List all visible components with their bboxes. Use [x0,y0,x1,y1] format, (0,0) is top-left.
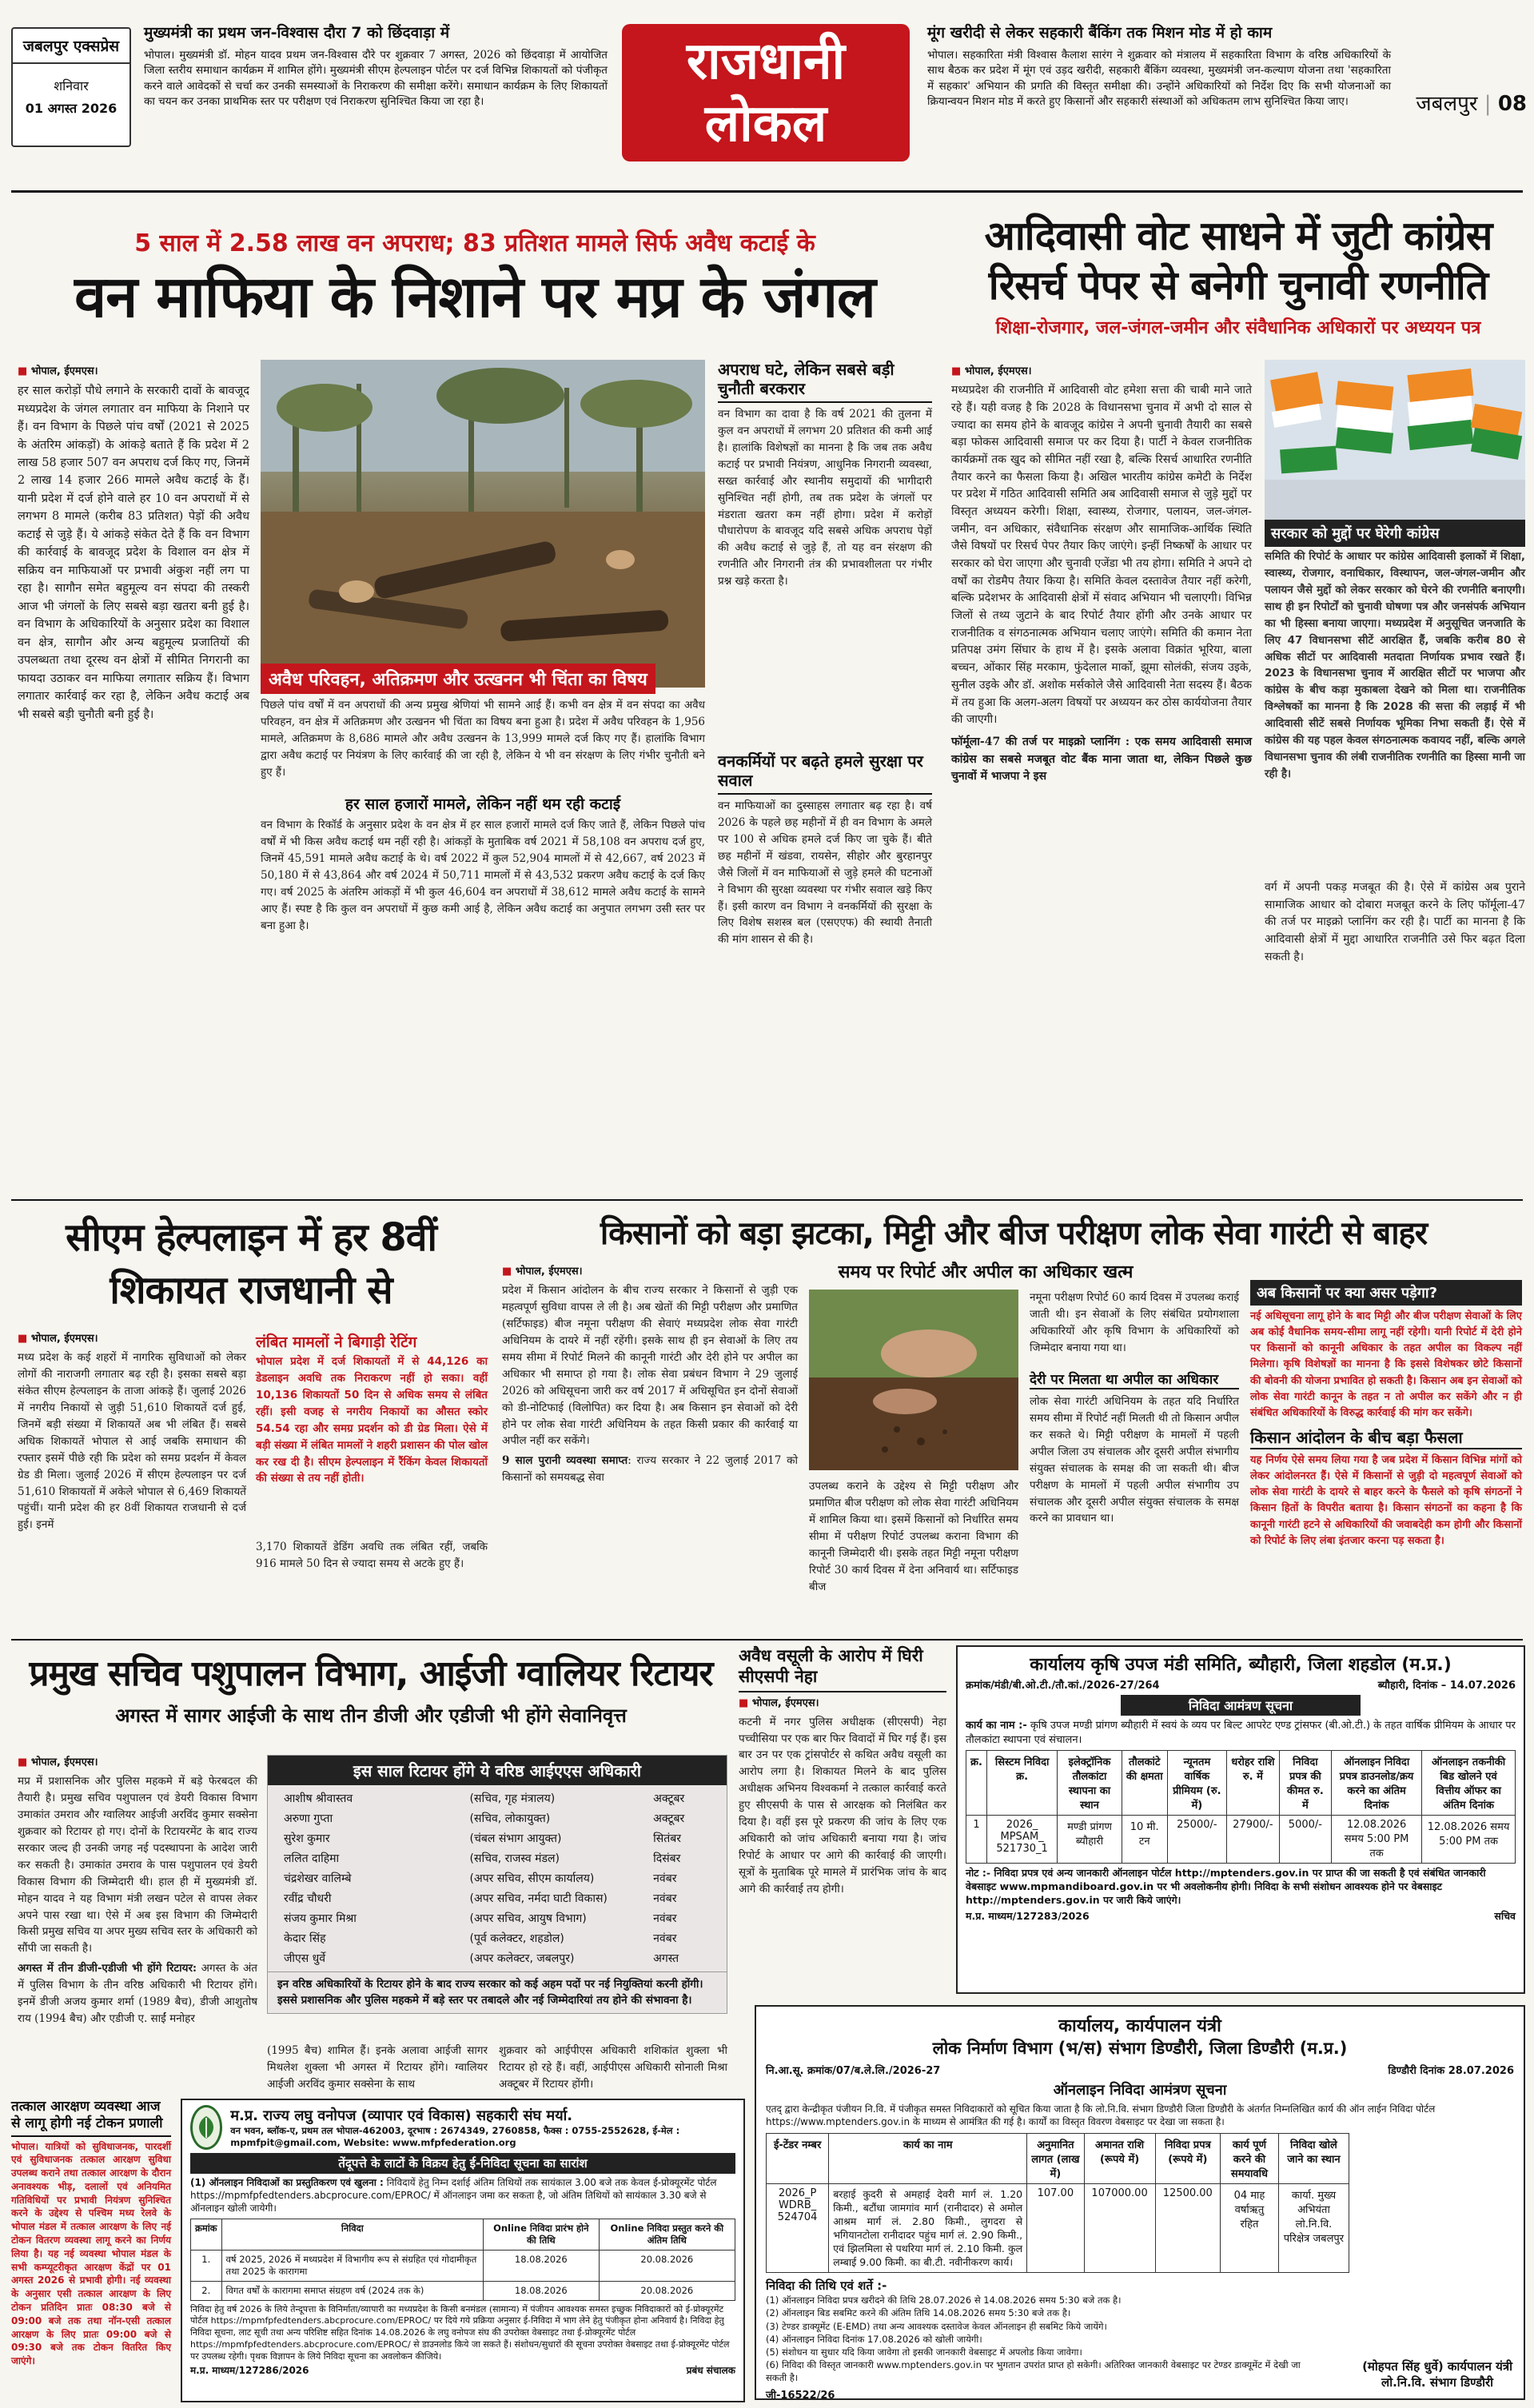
pwd-sign1: (मोहपत सिंह धुर्वे) कार्यपालन यंत्री [1362,2359,1512,2374]
officer-row [268,1908,727,1928]
mandi-header-cell: तौलकांटे की क्षमता [1122,1751,1167,1816]
congress-formula: फॉर्मूला-47 की तर्ज पर माइक्रो प्लानिंग : एक समय आदिवासी समाज कांग्रेस का सबसे मजबूत वोट बैंक माना जाता था, लेकिन पिछले कुछ चुनावों में भाजपा ने इस [951,735,1252,783]
officer-month: नवंबर [653,1892,677,1905]
officer-name: सुरेश कुमार [284,1832,330,1845]
forest-box1-text: वन विभाग का दावा है कि वर्ष 2021 की तुलना में कुल वन अपराधों में लगभग 20 प्रतिशत की कमी आई है। हालांकि विशेषज्ञों का मानना है कि जब तक अवैध कटाई पर प्रभावी नियंत्रण, आधुनिक निगरानी व्यवस्था, सख्त कार्रवाई और स्थानीय समुदायों की भागीदारी सुनिश्चित नहीं होगी, तब तक प्रदेश के जंगलों पर मंडराता खतरा कम नहीं होगा। प्रदेश में करोड़ों पौधारोपण के बावजूद यदि सबसे अधिक अपराध पेड़ों की अवैध कटाई से जुड़े हैं, तो यह वन संरक्षण की रणनीति और निगरानी तंत्र की प्रभावशीलता पर गंभीर प्रश्न खड़े करता है। [718,408,932,588]
mfp-header-cell: निविदा [221,2219,483,2250]
mfp-header-cell: Online निविदा प्रस्तुत करने की अंतिम तिथि [599,2219,735,2250]
mandi-table [966,1750,1516,1864]
mandi-cell: 25000/- [1167,1816,1226,1864]
mandi-note: नोट :- निविदा प्रपत्र एवं अन्य जानकारी ऑनलाइन पोर्टल http://mptenders.gov.in पर प्राप्त की जा सकती है एवं संबंधित जानकारी वेबसाइट www.mpmandiboard.gov.in पर भी अवलोकनीय होगी। निविदा के सभी संशोधन आवश्यक होने पर वेबसाइट http://mptenders.gov.in पर जारी किये जाएंगे। [966,1867,1486,1906]
paper-box [11,27,131,147]
mfp-notice [181,2099,745,2402]
helpline-col1-text: मध्य प्रदेश के कई शहरों में नागरिक सुविधाओं को लेकर लोगों की नाराजगी लगातार बढ़ रही है। इसका सबसे बड़ा संकेत सीएम हेल्पलाइन के ताजा आंकड़े हैं। जुलाई 2026 में नगरीय निकायों से जुड़ी 51,610 शिकायतें दर्ज हुई, जिनमें बड़ी संख्या में शिकायतें अब भी लंबित हैं। सबसे अधिक शिकायतें भोपाल से आई जबकि समाधान की रफ्तार इसमें पीछे रही कि प्रदेश को समग्र प्रदर्शन में केवल ग्रेड डी मिला। जुलाई 2026 में सीएम हेल्पलाइन पर दर्ज 51,610 शिकायतों में अकेले भोपाल से 6,469 शिकायतें पहुंचीं। यानी प्रदेश की हर 8वीं शिकायत राजधानी से दर्ज हुई। इनमें [18,1351,246,1532]
officer-name: जीएस धुर्वे [284,1952,326,1965]
retire-list-note: इन वरिष्ठ अधिकारियों के रिटायर होने के बाद राज्य सरकार को कई अहम पदों पर नई नियुक्तियां करनी होंगी। इससे प्रशासनिक और पुलिस महकमे में बड़े स्तर पर तबादले और नई जिम्मेदारियां तय होने की संभावना है। [268,1971,727,2013]
mandi-intro: कृषि उपज मण्डी प्रांगण ब्यौहारी में स्वयं के व्यय पर बिल्ट आपरेट एण्ड ट्रांसफर (बी.ओ.टी.) के तहत वार्षिक प्रीमियम के आधार पर तौलकांटा स्थापना एवं संचालन। [966,1720,1516,1746]
farmer-col1-text: प्रदेश में किसान आंदोलन के बीच राज्य सरकार ने किसानों से जुड़ी एक महत्वपूर्ण सुविधा वापस ले ली है। अब खेतों की मिट्टी परीक्षण और प्रमाणित (सर्टिफाइड) बीज नमूना परीक्षण की सेवाएं मध्यप्रदेश लोक सेवा गारंटी अधिनियम के दायरे में नहीं रहेंगी। इसके साथ ही इन सेवाओं के लिए तय समय सीमा में रिपोर्ट मिलने की कानूनी गारंटी और देरी होने पर अपील का अधिकार भी समाप्त हो गया है। लोक सेवा प्रबंधन विभाग ने 29 जुलाई 2026 को अधिसूचना जारी कर वर्ष 2017 में अधिसूचित इन दोनों सेवाओं को डी-नोटिफाई (विलोपित) कर दिया है। अब किसान इन सेवाओं को देरी होने पर लोक सेवा गारंटी अधिनियम के तहत किसी प्रकार की कार्रवाई या अपील नहीं कर सकेंगे। [502,1284,798,1448]
congress-col2b: वर्ग में अपनी पकड़ मजबूत की है। ऐसे में कांग्रेस अब पुराने सामाजिक आधार को दोबारा मजबूत करने के लिए फॉर्मूला-47 की तर्ज पर माइक्रो प्लानिंग कर रही है। पार्टी का मानना है कि आदिवासी क्षेत्रों में मुद्दा आधारित राजनीति उसे फिर बढ़त दिला सकती है। [1265,881,1525,963]
pwd-date: डिण्डौरी दिनांक 28.07.2026 [1388,2065,1514,2077]
farmer-dateline: ■ भोपाल, ईएमएस। [502,1264,798,1280]
mandi-header-cell: निविदा प्रपत्र की कीमत रु. में [1279,1751,1331,1816]
forest-headline: वन माफिया के निशाने पर मप्र के जंगल [74,263,875,330]
mfp-intro: निविदायें हेतु निम्न दर्शाई अंतिम तिथियों तक सायंकाल 3.00 बजे तक केवल ई-प्रोक्यूरमेंट पोर्टल https://mpmfpfedtenders.abcprocure.com/EPROC/ में ऑनलाइन जमा कर सकता है, जो अंतिम तिथियों को सायंकाल 3.30 बजे से ऑनलाइन खोली जायेगी। [190,2177,717,2215]
brief-right-body: भोपाल। सहकारिता मंत्री विश्वास कैलाश सारंग ने शुक्रवार को मंत्रालय में सहकारिता विभाग के वरिष्ठ अधिकारियों के साथ बैठक कर प्रदेश में मूंग एवं उड़द खरीदी, सहकारी बैंकिंग व्यवस्था, मुख्यमंत्री जन-कल्याण योजना तथा 'सहकारिता में सहकार' अभियान की प्रगति की विस्तृत समीक्षा की। उन्होंने अधिकारियों को निर्देश दिए कि सभी योजनाओं का क्रियान्वयन मिशन मोड में करते हुए किसानों और सहकारी संस्थाओं को अधिकतम लाभ सुनिश्चित किया जाए। [927,48,1391,109]
officer-name: आशीष श्रीवास्तव [284,1792,353,1805]
pwd-date-line: (6) निविदा की विस्तृत जानकारी www.mptenders.gov.in पर भुगतान उपरांत प्राप्त हो सकेगी। अतिरिक्त जानकारी वेबसाइट पर टेण्डर डाक्यूमेंट में देखी जा सकती है। [766,2358,1301,2383]
officer-post: (पूर्व कलेक्टर, शहडोल) [469,1932,564,1945]
forest-below-photo: पिछले पांच वर्षों में वन अपराधों की अन्य प्रमुख श्रेणियां भी सामने आई हैं। कभी वन क्षेत्र में वन संपदा का अवैध परिवहन, वन क्षेत्र में अतिक्रमण और उत्खनन भी चिंता का विषय बना हुआ है। प्रदेश में अवैध परिवहन के 1,956 मामले, अतिक्रमण के 8,686 मामले और अवैध उत्खनन के 13,999 मामले दर्ज किए गए हैं। हालांकि विभाग द्वारा अवैध कटाई पर नियंत्रण के लिए कार्रवाई की जा रही है, लेकिन ये भी वन संरक्षण के लिए गंभीर चुनौती बने हुए हैं। [261,699,705,779]
pwd-date-line: (1) ऑनलाइन निविदा प्रपत्र खरीदने की तिथि 28.07.2026 से 14.08.2026 समय 5:30 बजे तक है। [766,2294,1122,2306]
leaf-icon [193,2114,220,2141]
officer-post: (अपर सचिव, नर्मदा घाटी विकास) [469,1892,608,1905]
mfp-address: वन भवन, ब्लॉक-ए, प्रथम तल भोपाल-462003, दूरभाष : 2674349, 2760858, फैक्स : 0755-2552628, ई-मेल : mpmfpit@gmail.com, Website: www.mfpfederation.org [230,2125,680,2148]
helpline-col2: भोपाल प्रदेश में दर्ज शिकायतों में से 44,126 का डेडलाइन अवधि तक निराकरण नहीं हो सका। वहीं 10,136 शिकायतों 50 दिन से अधिक समय से लंबित रहीं। इसी वजह से नगरीय निकायों का औसत स्कोर 54.54 रहा और समग्र प्रदर्शन को डी ग्रेड मिला। ऐसे में बड़ी संख्या में लंबित मामलों ने शहरी प्रशासन की पोल खोल कर रख दी है। सीएम हेल्पलाइन में रैंकिंग केवल शिकायतों की संख्या से तय नहीं होती। [256,1355,488,1485]
mandi-notice [956,1645,1525,1994]
helpline-sub: लंबित मामलों ने बिगाड़ी रेटिंग [256,1334,417,1351]
retire-dateline: ■ भोपाल, ईएमएस। [18,1755,257,1771]
retire-col1b: अगस्त के अंत में पुलिस विभाग के तीन वरिष्ठ अधिकारी भी रिटायर होंगे। इनमें डीजी अजय कुमार शर्मा (1989 बैच), डीजी आशुतोष राय (1994 बैच) और एडीजी ए. साईं मनोहर [18,1962,257,2026]
farmer-box-text: नई अधिसूचना लागू होने के बाद मिट्टी और बीज परीक्षण सेवाओं के लिए अब कोई वैधानिक समय-सीमा लागू नहीं रहेगी। यानी रिपोर्ट में देरी होने पर किसानों को कानूनी अधिकार के तहत अपील का विकल्प नहीं मिलेगा। कृषि विशेषज्ञों का मानना है कि इससे विशेषकर छोटे किसानों की बोवनी की योजना प्रभावित हो सकती है। किसान अब इन सेवाओं को लोक सेवा गारंटी कानून के तहत न तो अपील कर सकेंगे और न ही संबंधित अधिकारियों के विरुद्ध कार्रवाई की मांग कर सकेंगे। [1250,1310,1522,1419]
pwd-sign [1362,2358,1512,2390]
farmer-strap: समय पर रिपोर्ट और अपील का अधिकार खत्म [838,1262,1134,1282]
date: 01 अगस्त 2026 [25,101,118,116]
mfp-cell: 18.08.2026 [484,2281,600,2300]
forest-photo-scene [261,360,705,688]
officer-row [268,1828,727,1848]
officer-row [268,1788,727,1808]
mfp-cell: विगत वर्षों के कारागमा समाप्त संग्रहण वर्ष (2024 तक के) [221,2281,483,2300]
pwd-header-cell: कार्य का नाम [829,2134,1027,2184]
farmer-sub1: 9 साल पुरानी व्यवस्था समाप्त [502,1454,628,1468]
mandi-cell: 5000/- [1279,1816,1331,1864]
pwd-ref: नि.आ.सू. क्रमांक/07/ब.ले.लि./2026-27 [766,2065,941,2077]
forest-photo [261,360,705,688]
mandi-header-cell: न्यूनतम वार्षिक प्रीमियम (रु. में) [1167,1751,1226,1816]
officer-post: (अपर सचिव, आयुष विभाग) [469,1912,587,1925]
officer-name: संजय कुमार मिश्रा [284,1912,357,1925]
mfp-org: म.प्र. राज्य लघु वनोपज (व्यापार एवं विकास) सहकारी संघ मर्या. [230,2107,573,2125]
cpo-body [739,1696,946,1898]
mandi-cell: 1 [966,1816,987,1864]
pwd-intro: एतद् द्वारा केन्द्रीकृत पंजीयन नि.वि. में पंजीकृत समस्त निविदाकारों को सूचित किया जाता है कि लो.नि.वि. संभाग डिण्डौरी जिला डिण्डौरी के अंतर्गत निम्नलिखित कार्य की ऑन लाईन निविदा पोर्टल https://www.mptenders.gov.in के माध्यम से आमंत्रित की गई है। कार्यों का विस्तृत विवरण वेबसाइट पर देखा जा सकता है। [766,2103,1436,2128]
farmer-box-title: अब किसानों पर क्या असर पड़ेगा? [1250,1280,1522,1306]
farmer-soil-scene [809,1290,1018,1470]
pwd-title2: लोक निर्माण विभाग (भ/स) संभाग डिण्डौरी, जिला डिण्डौरी (म.प्र.) [932,2039,1348,2058]
mfp-cell: 2. [191,2281,222,2300]
mandi-header-cell: धरोहर राशि रु. में [1227,1751,1280,1816]
pwd-cell: बरहाई कुदरी से अमहाई देवरी मार्ग लं. 1.20 किमी., बटौंधा जामगांव मार्ग (रानीदादर) से अमोल आश्रम मार्ग लं. 2.80 किमी., लुगदरा से भगियानटोला रानीदादर पहुंच मार्ग लं. 2.90 किमी., एवं झिलमिला से पथरिया मार्ग लं. 2.10 किमी. कुल लम्बाई 9.00 किमी. का बी.टी. नवीनीकरण कार्य। [829,2184,1027,2273]
congress-headline2: रिसर्च पेपर से बनेगी चुनावी रणनीति [988,262,1488,309]
mandi-header-cell: इलेक्ट्रॉनिक तौलकांटा स्थापना का स्थान [1058,1751,1122,1816]
brief-left [144,24,608,110]
retire-col1 [18,1755,257,2032]
farmer-col3: उपलब्ध कराने के उद्देश्य से मिट्टी परीक्षण और प्रमाणित बीज परीक्षण को लोक सेवा गारंटी अधिनियम में शामिल किया था। इसमें किसानों को निर्धारित समय सीमा में परीक्षण रिपोर्ट उपलब्ध कराना विभाग की कानूनी जिम्मेदारी थी। इसके तहत मिट्टी नमूना परीक्षण रिपोर्ट 30 कार्य दिवस में देना अनिवार्य था। सर्टिफाइड बीज [809,1480,1018,1593]
officer-name: ललित दाहिमा [284,1852,340,1865]
farmer-sub1-text: : राज्य सरकार ने 22 जुलाई 2017 को किसानों को समयबद्ध सेवा [502,1454,798,1485]
officer-post: (सचिव, लोकायुक्त) [469,1812,551,1825]
mandi-sign: सचिव [1494,1909,1516,1922]
congress-photo [1265,360,1525,520]
farmer-col2b: लोक सेवा गारंटी अधिनियम के तहत यदि निर्धारित समय सीमा में रिपोर्ट नहीं मिलती थी तो किसान अपील कर सकते थे। मिट्टी परीक्षण के मामलों में पहली अपील जिला उप संचालक और दूसरी अपील संभागीय संयुक्त संचालक के समक्ष की जा सकती थी। बीज परीक्षण के मामलों में पहली अपील संभागीय उप संचालक और दूसरी अपील संयुक्त संचालक के समक्ष करने का प्रावधान था। [1030,1395,1239,1525]
officer-row [268,1928,727,1948]
forest-sub2-text: वन विभाग के रिकॉर्ड के अनुसार प्रदेश के वन क्षेत्र में हर साल हजारों मामले दर्ज किए जाते हैं, लेकिन पिछले पांच वर्षों में भी किस अवैध कटाई थम नहीं रही है। आंकड़ों के मुताबिक वर्ष 2021 में 58,108 वन अपराध दर्ज हुए, जिनमें 45,591 मामले अवैध कटाई के थे। वर्ष 2022 में कुल 52,904 मामलों में से 42,667, वर्ष 2023 में 50,180 में से 43,864 और वर्ष 2024 में 50,711 मामलों में से 43,532 प्रकरण अवैध कटाई के दर्ज किए गए। वर्ष 2025 के अंतरिम आंकड़ों में भी कुल 46,604 वन अपराधों में 38,612 मामले अवैध कटाई के सामने आए हैं। स्पष्ट है कि कुल वन अपराधों में कुछ कमी आई है, लेकिन अवैध कटाई का अनुपात लगभग उसी स्तर पर बना हुआ है। [261,819,705,932]
congress-flags-scene [1265,360,1525,520]
forest-kicker: 5 साल में 2.58 लाख वन अपराध; 83 प्रतिशत मामले सिर्फ अवैध कटाई के [134,229,815,257]
mfp-sign: प्रबंध संचालक [686,2364,735,2376]
pwd-header-cell: निविदा प्रपत्र (रूपये में) [1155,2134,1221,2184]
mandi-cell: मण्डी प्रांगण ब्यौहारी [1058,1816,1122,1864]
mfp-row [191,2250,735,2281]
mandi-cell: 2026_ MPSAM_ 521730_1 [986,1816,1057,1864]
masthead [0,0,1534,190]
pwd-sign2: लो.नि.वि. संभाग डिण्डौरी [1381,2375,1494,2390]
mfp-madhyam: म.प्र. माध्यम/127286/2026 [190,2364,309,2376]
brief-right [927,24,1391,110]
pwd-cell: 107.00 [1027,2184,1084,2273]
retire-col1-text: मप्र में प्रशासनिक और पुलिस महकमे में बड़े फेरबदल की तैयारी है। प्रमुख सचिव पशुपालन एवं डेयरी विकास विभाग उमाकांत उमराव और ग्वालियर आईजी अरविंद कुमार सक्सेना शुक्रवार को रिटायर हो गए। दोनों के रिटायरमेंट के बाद राज्य सरकार जल्द ही उनकी जगह नई पदस्थापना के आदेश जारी कर सकती है। उमाकांत उमराव के पास पशुपालन एवं डेयरी विकास विभाग की जिम्मेदारी थी। हाल ही में मुख्यमंत्री डॉ. मोहन यादव ने यह विभाग मंत्री लखन पटेल से वापस लेकर अपने पास रखा था। ऐसे में अब इस विभाग की जिम्मेदारी किसी प्रमुख सचिव या अपर मुख्य सचिव स्तर के अधिकारी को सौंपी जा सकती है। [18,1775,257,1956]
forest-story [11,200,938,1191]
congress-strap: शिक्षा-रोजगार, जल-जंगल-जमीन और संवैधानिक अधिकारों पर अध्ययन पत्र [995,318,1481,338]
mandi-date: ब्यौहारी, दिनांक – 14.07.2026 [1377,1680,1516,1692]
retire-list-title: इस साल रिटायर होंगे ये वरिष्ठ आईएएस अधिकारी [268,1756,727,1785]
page-folio: जबलपुर | 08 [1416,92,1527,116]
mfp-logo [190,2105,222,2150]
cpo-story [739,1645,946,1997]
mfp-cell: 20.08.2026 [599,2281,735,2300]
forest-box1 [718,360,932,590]
paper-name: जबलपुर एक्सप्रेस [13,29,129,64]
congress-story [951,200,1525,1191]
pwd-title1: कार्यालय, कार्यपालन यंत्री [1058,2016,1221,2036]
brief-left-body: भोपाल। मुख्यमंत्री डॉ. मोहन यादव प्रथम जन-विश्वास दौरे पर शुक्रवार 7 अगस्त, 2026 को छिंदवाड़ा में आयोजित जिला स्तरीय समाधान कार्यक्रम में शामिल होंगे। मुख्यमंत्री सीएम हेल्पलाइन पोर्टल पर दर्ज विभिन्न शिकायतों को पंजीकृत करने वाले आवेदकों से चर्चा कर उनकी समस्याओं के निराकरण की समीक्षा करेंगे। समाधान कार्यक्रम के लिए शिकायतों का चयन कर उनका प्राथमिक स्तर पर परीक्षण एवं निराकरण सुनिश्चित किया जा रहा है। [144,48,608,109]
pwd-dates-title: निविदा की तिथि एवं शर्ते :- [766,2278,887,2294]
mfp-band: तेंदूपत्ते के लाटों के विक्रय हेतु ई-निविदा सूचना का सारांश [190,2153,735,2174]
mandi-cell: 12.08.2026 समय 5:00 PM तक [1422,1816,1516,1864]
pwd-header-cell: अमानत राशि (रूपये में) [1084,2134,1155,2184]
mfp-cell: 18.08.2026 [484,2250,600,2281]
pwd-ref2: जी-16522/26 [766,2390,835,2402]
row2-rule [11,1639,1523,1641]
officer-row [268,1848,727,1868]
farmer-col1 [502,1264,798,1491]
forest-dateline: ■ भोपाल, ईएमएस। [18,364,249,380]
officer-month: अक्टूबर [653,1812,685,1825]
mandi-title: कार्यालय कृषि उपज मंडी समिति, ब्यौहारी, जिला शहडोल (म.प्र.) [1030,1655,1452,1675]
officer-row [268,1948,727,1968]
page-number: 08 [1497,92,1527,116]
officer-post: (चंबल संभाग आयुक्त) [469,1832,562,1845]
officer-month: नवंबर [653,1932,677,1945]
officer-post: (अपर सचिव, सीएम कार्यालय) [469,1872,595,1885]
officer-month: दिसंबर [653,1852,681,1865]
helpline-col1 [18,1331,246,1533]
cpo-text: कटनी में नगर पुलिस अधीक्षक (सीएसपी) नेहा पच्चीसिया पर एक बार फिर विवादों में घिर गई हैं। इस बार उन पर एक ट्रांसपोर्टर से कथित अवैध वसूली का आरोप लगा है। शिकायत मिलने के बाद पुलिस अधीक्षक अभिनय विश्वकर्मा ने तत्काल कार्रवाई करते हुए सीएसपी के पास से आरक्षक को निलंबित कर दिया है। वहीं इस पूरे प्रकरण की जांच के लिए एक अधिकारी को जांच अधिकारी बनाया गया है। जांच रिपोर्ट के आधार पर आगे की कार्रवाई की जाएगी। सूत्रों के मुताबिक पूरे मामले में प्रारंभिक जांच के बाद आगे की कार्रवाई तय होगी। [739,1715,946,1896]
farmer-sub2: देरी पर मिलता था अपील का अधिकार [1030,1369,1239,1389]
cpo-headline: अवैध वसूली के आरोप में घिरी सीएसपी नेहा [739,1645,946,1692]
retire-strap: अगस्त में सागर आईजी के साथ तीन डीजी और एडीजी भी होंगे सेवानिवृत्त [115,1704,627,1727]
officer-month: नवंबर [653,1872,677,1885]
mandi-cell: 10 मी. टन [1122,1816,1167,1864]
retire-col1b-lead: अगस्त में तीन डीजी-एडीजी भी होंगे रिटायर: [18,1962,197,1975]
officer-month: नवंबर [653,1912,677,1925]
farmer-box [1250,1280,1522,1549]
officer-name: रवींद्र चौधरी [284,1892,332,1905]
officer-month: अगस्त [653,1952,679,1965]
pwd-header-cell: ई-टेंडर नम्बर [767,2134,829,2184]
pwd-date-line: (5) संशोधन या सुधार यदि किया जावेगा तो इसकी जानकारी वेबसाइट में अपलोड किया जावेगा। [766,2346,1082,2358]
pwd-cell: 107000.00 [1084,2184,1155,2273]
section-title: राजधानी लोकल [686,32,846,153]
forest-photo-caption: अवैध परिवहन, अतिक्रमण और उत्खनन भी चिंता का विषय [261,664,705,694]
forest-box1-title: अपराध घटे, लेकिन सबसे बड़ी चुनौती बरकरार [718,360,932,403]
retire-story [11,1643,731,2091]
pwd-date-line: (3) टेण्डर डाक्यूमेंट (E-EMD) तथा अन्य आवश्यक दस्तावेज केवल ऑनलाइन ही सबमिट किये जायेंगे। [766,2320,1107,2332]
congress-col1 [951,364,1252,791]
helpline-headline: सीएम हेल्पलाइन में हर 8वीं शिकायत राजधानी से [66,1215,436,1313]
mfp-foot: निविदा हेतु वर्ष 2026 के लिये तेन्दूपत्ता के विनिर्माता/व्यापारी का मध्यप्रदेश के किसी बनमंडल (सामान्य) में पंजीयन आवश्यक समस्त इच्छुक निविदाकारों को ई-प्रोक्यूरमेंट पोर्टल https://mpmfpfedtenders.abcprocure.com/EPROC/ पर दिये गये प्रक्रिया अनुसार ई-निविदा में भाग लेने हेतु पंजीकृत होना अनिवार्य है। निविदा हेतु निविदा सूचना, लाट सूची तथा अन्य परिशिष्ट सहित दिनांक 14.08.2026 के लघु वनोपज संघ की उपरोक्त वेबसाइट तथा ई-प्रोक्यूरमेंट पोर्टल https://mpmfpfedtenders.abcprocure.com/EPROC/ से डाउनलोड किये जा सकते हैं। संशोधन/सुधारों की सूचना उपरोक्त वेबसाइट तथा ई-प्रोक्यूरमेंट पोर्टल पर उपलब्ध रहेगी। पृथक विज्ञापन के लिये निविदा सूचना का अवलोकन कीजिये। [190,2303,730,2362]
forest-col1-text: हर साल करोड़ों पौधे लगाने के सरकारी दावों के बावजूद मध्यप्रदेश के जंगल लगातार वन माफिया के निशाने पर हैं। वन विभाग के पिछले पांच वर्षों (2021 से 2025 के अंतरिम आंकड़ों) के आंकड़े बताते हैं कि प्रदेश में 2 लाख 58 हजार 507 वन अपराध दर्ज किए गए, जिनमें 2 लाख 14 हजार 266 मामले अवैध कटाई के हैं। यानी प्रदेश में दर्ज होने वाले हर 10 वन अपराधों में से लगभग 8 मामले (करीब 83 प्रतिशत) पेड़ों की अवैध कटाई से जुड़े हैं। ये आंकड़े संकेत देते हैं कि वन विभाग की कार्रवाई के बावजूद प्रदेश के विशाल वन क्षेत्र में सक्रिय वन माफियाओं पर प्रभावी अंकुश नहीं लग पा रहा है। सागौन समेत बहुमूल्य वन संपदा की तस्करी आज भी जंगलों के लिए सबसे बड़ा खतरा बनी हुई है। वन विभाग के अधिकारियों के अनुसार प्रदेश का विशाल वन क्षेत्र, सागौन और अन्य बहुमूल्य प्रजातियों की उपलब्धता तथा दूरस्थ वन क्षेत्रों में सीमित निगरानी का फायदा उठाकर वन माफिया लगातार सक्रिय हैं। विभाग लगातार कार्रवाई कर रहा है, लेकिन अवैध कटाई अब भी सबसे बड़ी चुनौती बनी हुई है। [18,385,249,721]
forest-box2-title: वनकर्मियों पर बढ़ते हमले सुरक्षा पर सवाल [718,752,932,795]
mandi-cell: 12.08.2026 समय 5:00 PM तक [1332,1816,1422,1864]
farmer-box2-title: किसान आंदोलन के बीच बड़ा फैसला [1250,1426,1522,1449]
forest-sub2: हर साल हजारों मामले, लेकिन नहीं थम रही कटाई [345,795,621,813]
officer-post: (सचिव, राजस्व मंडल) [469,1852,560,1865]
mfp-row [191,2281,735,2300]
officer-month: सितंबर [653,1832,681,1845]
farmer-box2-text: यह निर्णय ऐसे समय लिया गया है जब प्रदेश में किसान विभिन्न मांगों को लेकर आंदोलनरत हैं। ऐसे में किसानों से जुड़ी दो महत्वपूर्ण सेवाओं को लोक सेवा गारंटी के दायरे से बाहर करने के फैसले को कृषि संगठनों ने किसान हितों के विपरीत बताया है। किसान संगठनों का कहना है कि कानूनी गारंटी हटने से अधिकारियों की जवाबदेही कम होगी और किसानों को रिपोर्ट के लिए लंबा इंतजार करना पड़ सकता है। [1250,1453,1522,1547]
pwd-cell: 04 माह वर्षाऋतु रहित [1221,2184,1279,2273]
retire-col2: (1995 बैच) शामिल हैं। इनके अलावा आईजी सागर मिथलेश शुक्ला भी अगस्त में रिटायर होंगे। ग्वालियर आईजी अरविंद कुमार सक्सेना के साथ [267,2044,488,2091]
pwd-subtitle: ऑनलाइन निविदा आमंत्रण सूचना [1053,2082,1227,2099]
mfp-table [190,2219,735,2301]
officer-name: अरुणा गुप्ता [284,1812,333,1825]
officer-name: केदार सिंह [284,1932,326,1945]
helpline-story [11,1203,491,1635]
mfp-header-cell: क्रमांक [191,2219,222,2250]
day: शनिवार [54,78,89,94]
farmer-headline: किसानों को बड़ा झटका, मिट्टी और बीज परीक्षण लोक सेवा गारंटी से बाहर [600,1215,1428,1252]
masthead-rule [11,190,1523,193]
forest-box2 [718,752,932,948]
token-body: भोपाल। यात्रियों को सुविधाजनक, पारदर्शी एवं सुविधाजनक तत्काल आरक्षण सुविधा उपलब्ध कराने तथा तत्काल आरक्षण के दौरान अनावश्यक भीड़, दलालों एवं अनियमित गतिविधियों पर प्रभावी नियंत्रण सुनिश्चित करने के उद्देश्य से पश्चिम मध्य रेलवे के भोपाल मंडल में तत्काल आरक्षण के लिए नई टोकन वितरण व्यवस्था लागू करने का निर्णय लिया है। यह नई व्यवस्था भोपाल मंडल के सभी कम्प्यूटरीकृत आरक्षण केंद्रों पर 01 अगस्त 2026 से प्रभावी होगी। नई व्यवस्था के अनुसार एसी तत्काल आरक्षण के लिए टोकन प्रतिदिन प्रातः 08:30 बजे से 09:00 बजे तक तथा नॉन-एसी तत्काल आरक्षण के लिए प्रातः 09:00 बजे से 09:30 बजे तक टोकन वितरित किए जाएंगे। [11,2140,171,2367]
mfp-cell: 20.08.2026 [599,2250,735,2281]
pwd-date-line: (4) ऑनलाइन निविदा दिनांक 17.08.2026 को खोली जायेगी। [766,2333,982,2345]
congress-col1-text: मध्यप्रदेश की राजनीति में आदिवासी वोट हमेशा सत्ता की चाबी माने जाते रहे हैं। यही वजह है कि 2028 के विधानसभा चुनाव में अभी दो साल से ज्यादा का समय होने के बावजूद कांग्रेस ने अपनी चुनावी तैयारी का सबसे बड़ा फोकस आदिवासी समाज पर कर दिया है। पार्टी ने केवल राजनीतिक कार्यक्रमों तक खुद को सीमित नहीं रखा है, बल्कि रिसर्च आधारित रणनीति तैयार करने का फैसला किया है। अखिल भारतीय कांग्रेस कमेटी के निर्देश पर प्रदेश में गठित आदिवासी समिति अब आदिवासी समाज से जुड़े मुद्दों पर विस्तृत अध्ययन करेगी। शिक्षा, स्वास्थ्य, रोजगार, पलायन, जल-जंगल-जमीन, वन अधिकार, संवैधानिक संरक्षण और सामाजिक-आर्थिक स्थिति जैसे विषयों पर रिसर्च पेपर तैयार किए जाएंगे। इन्हीं निष्कर्षों के आधार पर सरकार को घेरा जाएगा और चुनावी एजेंडा भी तय होगा। समिति ने अपने दो वर्षों का रोडमैप तैयार किया है। समिति केवल दस्तावेज तैयार नहीं करेगी, बल्कि प्रदेशभर के आदिवासी क्षेत्रों में संवाद अभियान भी चलाएगी। विभिन्न जिलों से तथ्य जुटाने के बाद रिपोर्ट तैयार होंगी और उनके आधार पर राजनीतिक व संगठनात्मक अभियान चलाए जाएंगे। समिति की कमान नेता प्रतिपक्ष उमंग सिंघार के हाथ में है। इसके अलावा विक्रांत भूरिया, बाला बच्चन, ओंकार सिंह मरकाम, फुंदेलाल मार्को, झूमा सोलंकी, संजय उइके, सुनील उइके और डॉ. अशोक मर्सकोले जैसे आदिवासी नेता सदस्य हैं। बैठक में तय हुआ कि अलग-अलग विषयों पर अध्ययन कर ठोस कार्ययोजना तैयार की जाएगी। [951,384,1252,727]
forest-col1 [18,364,249,724]
farmer-col2: नमूना परीक्षण रिपोर्ट 60 कार्य दिवस में उपलब्ध कराई जाती थी। इन सेवाओं के लिए संबंधित प्रयोगशाला अधिकारियों और कृषि विभाग के अधिकारियों को जिम्मेदार बनाया गया था। [1030,1291,1239,1354]
pwd-table [766,2133,1349,2273]
mandi-cell: 27900/- [1227,1816,1280,1864]
mfp-cell: वर्ष 2025, 2026 में मध्यप्रदेश में विभागीय रूप से संग्रहित एवं गोदामीकृत तथा 2025 के कारागमा [221,2250,483,2281]
officer-month: अक्टूबर [653,1792,685,1805]
officer-name: चंद्रशेखर वालिम्बे [284,1872,352,1885]
mfp-intro-lead: (1) ऑनलाइन निविदाओं का प्रस्तुतिकरण एवं खुलना : [190,2177,384,2188]
pwd-cell: 2026_P WDRB_ 524704 [767,2184,829,2273]
mandi-header-cell: सिस्टम निविदा क्र. [986,1751,1057,1816]
officer-list [268,1785,727,1971]
pwd-header-cell: अनुमानित लागत (लाख में) [1027,2134,1084,2184]
city: जबलपुर [1416,92,1478,116]
congress-col2: समिति की रिपोर्ट के आधार पर कांग्रेस आदिवासी इलाकों में शिक्षा, स्वास्थ्य, रोजगार, वनाधिकार, विस्थापन, जल-जंगल-जमीन और पलायन जैसे मुद्दों को लेकर सरकार को घेरने की रणनीति बनाएगी। साथ ही इन रिपोर्टों को चुनावी घोषणा पत्र और जनसंपर्क अभियान का भी हिस्सा बनाया जाएगा। मध्यप्रदेश में अनुसूचित जनजाति के लिए 47 विधानसभा सीटें आरक्षित हैं, जबकि करीब 80 से अधिक सीटों पर आदिवासी मतदाता निर्णायक प्रभाव रखते हैं। 2023 के विधानसभा चुनाव में आरक्षित सीटों पर भाजपा और कांग्रेस के बीच कड़ा मुकाबला देखने को मिला था। राजनीतिक विश्लेषकों का मानना है कि 2028 की सत्ता की लड़ाई में भी आदिवासी सीटें सबसे निर्णायक भूमिका निभा सकती हैं। ऐसे में कांग्रेस की यह पहल केवल संगठनात्मक कवायद नहीं, बल्कि अगले विधानसभा चुनाव की लंबी राजनीतिक रणनीति का हिस्सा मानी जा रही है। [1265,550,1525,780]
congress-dateline: ■ भोपाल, ईएमएस। [951,364,1252,380]
brief-left-headline: मुख्यमंत्री का प्रथम जन-विश्वास दौरा 7 को छिंदवाड़ा में [144,24,450,42]
pwd-date-line: (2) ऑनलाइन बिड सबमिट करने की अंतिम तिथि 14.08.2026 समय 5:30 बजे तक है। [766,2307,1071,2319]
retire-headline: प्रमुख सचिव पशुपालन विभाग, आईजी ग्वालियर रिटायर [29,1653,713,1694]
officer-post: (अपर कलेक्टर, जबलपुर) [469,1952,575,1965]
pwd-cell: कार्या. मुख्य अभियंता लो.नि.वि. परिक्षेत्र जबलपुर [1278,2184,1349,2273]
mfp-cell: 1. [191,2250,222,2281]
mandi-subtitle: निविदा आमंत्रण सूचना [1121,1695,1361,1716]
mandi-intro-lead: कार्य का नाम :- [966,1720,1027,1732]
farmer-photo [809,1290,1018,1470]
congress-photo-caption: सरकार को मुद्दों पर घेरेगी कांग्रेस [1265,520,1525,547]
row1-rule [11,1199,1523,1201]
officer-row [268,1808,727,1828]
token-headline: तत्काल आरक्षण व्यवस्था आज से लागू होगी नई टोकन प्रणाली [11,2099,171,2137]
officer-post: (सचिव, गृह मंत्रालय) [469,1792,556,1805]
mandi-ref: क्रमांक/मंडी/बी.ओ.टी./तौ.कां./2026-27/264 [966,1680,1160,1692]
helpline-col2b: 3,170 शिकायतें डेडिंग अवधि तक लंबित रहीं, जबकि 916 मामले 50 दिन से ज्यादा समय से अटके हुए हैं। [256,1541,488,1570]
pwd-header-cell: निविदा खोले जाने का स्थान [1278,2134,1349,2184]
mandi-header-cell: क्र. [966,1751,987,1816]
mandi-header-cell: ऑनलाइन तकनीकी बिड खोलने एवं वित्तीय ऑफर का अंतिम दिनांक [1422,1751,1516,1816]
mfp-header-cell: Online निविदा प्रारंभ होने की तिथि [484,2219,600,2250]
pwd-cell: 12500.00 [1155,2184,1221,2273]
officer-row [268,1888,727,1908]
cpo-dateline: ■ भोपाल, ईएमएस। [739,1696,946,1712]
mandi-madhyam: म.प्र. माध्यम/127283/2026 [966,1909,1090,1922]
token-story [11,2099,171,2402]
officer-row [268,1868,727,1888]
retire-col3: शुक्रवार को आईपीएस अधिकारी शशिकांत शुक्ला भी रिटायर हो रहे हैं। वहीं, आईपीएस अधिकारी सोनाली मिश्रा अक्टूबर में रिटायर होंगी। [499,2044,727,2091]
brief-right-headline: मूंग खरीदी से लेकर सहकारी बैंकिंग तक मिशन मोड में हो काम [927,24,1273,42]
mandi-header-cell: ऑनलाइन निविदा प्रपत्र डाउनलोड/क्रय करने का अंतिम दिनांक [1332,1751,1422,1816]
forest-box2-text: वन माफियाओं का दुस्साहस लगातार बढ़ रहा है। वर्ष 2026 के पहले छह महीनों में ही वन विभाग के अमले पर 100 से अधिक हमले दर्ज किए जा चुके हैं। बीते छह महीनों में खंडवा, रायसेन, सीहोर और बुरहानपुर जैसे जिलों में वन माफियाओं से जुड़े हमले की घटनाओं ने विभाग की सुरक्षा व्यवस्था पर गंभीर सवाल खड़े किए हैं। इसी कारण वन विभाग ने वनकर्मियों की सुरक्षा के लिए विशेष सशस्त्र बल (एसएएफ) की स्थायी तैनाती की मांग शासन से की है। [718,799,932,947]
pwd-dates [766,2294,1305,2384]
helpline-dateline: ■ भोपाल, ईएमएस। [18,1331,246,1347]
pwd-header-cell: कार्य पूर्ण करने की समयावधि [1221,2134,1279,2184]
congress-headline1: आदिवासी वोट साधने में जुटी कांग्रेस [984,213,1492,259]
retire-list [267,1755,727,2014]
pwd-notice [755,2005,1525,2400]
section-banner [622,24,910,161]
farmer-story [502,1203,1525,1635]
